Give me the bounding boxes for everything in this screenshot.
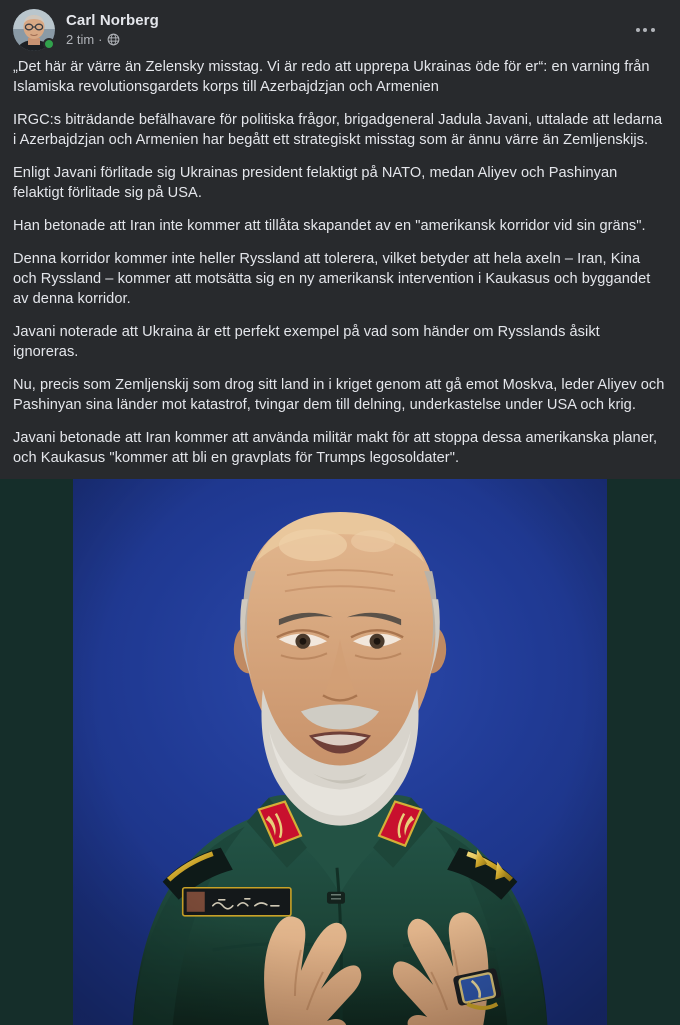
post-text-content — [0, 56, 680, 479]
post-header — [0, 0, 680, 56]
ellipsis-dot — [651, 28, 655, 32]
post-meta — [66, 31, 628, 48]
post-image[interactable] — [0, 479, 680, 1025]
post-author-block — [66, 11, 628, 48]
post-paragraph: „Det här är värre än Zelensky misstag. Vi är redo att upprepa Ukrainas öde för er“: en varning från Islamiska revolutionsgardets korps till Azerbajdzjan och Armenien — [13, 59, 650, 95]
post-options-button[interactable] — [628, 13, 662, 47]
officer-portrait-figure — [73, 479, 607, 1025]
globe-icon[interactable] — [107, 33, 120, 46]
post-paragraph: Han betonade att Iran inte kommer att tillåta skapandet av en "amerikansk korridor vid sin gräns". — [13, 218, 646, 234]
post-paragraph: Denna korridor kommer inte heller Ryssland att tolerera, vilket betyder att hela axeln – Iran, Kina och Ryssland – kommer att motsätta sig en ny amerikansk intervention i Kaukasus och byggandet av denna korridor. — [13, 251, 651, 307]
ellipsis-dot — [643, 28, 647, 32]
post-paragraph: Enligt Javani förlitade sig Ukrainas president felaktigt på NATO, medan Aliyev och Pashinyan felaktigt förlitade sig på USA. — [13, 165, 618, 201]
meta-separator: · — [98, 32, 103, 47]
post-paragraph: Javani noterade att Ukraina är ett perfekt exempel på vad som händer om Rysslands åsikt ignoreras. — [13, 324, 600, 360]
post-timestamp[interactable]: 2 tim — [66, 32, 95, 47]
post-paragraph: Javani betonade att Iran kommer att använda militär makt för att stoppa dessa amerikanska planer, och Kaukasus "kommer att bli en gravplats för Trumps legosoldater". — [13, 430, 658, 466]
post-paragraph: IRGC:s biträdande befälhavare för politiska frågor, brigadgeneral Jadula Javani, uttalade att ledarna i Azerbajdzjan och Armenien har begått ett strategiskt misstag som är ännu värre än Zemljenskijs. — [13, 112, 663, 148]
ellipsis-dot — [636, 28, 640, 32]
online-status-indicator — [43, 38, 55, 50]
post-paragraph: Nu, precis som Zemljenskij som drog sitt land in i kriget genom att gå emot Moskva, leder Aliyev och Pashinyan sina länder mot katastrof, tvingar dem till delning, underkastelse under USA och krig. — [13, 377, 665, 413]
avatar[interactable] — [13, 9, 55, 51]
post-image-frame — [73, 479, 607, 1025]
author-name[interactable]: Carl Norberg — [66, 12, 159, 29]
